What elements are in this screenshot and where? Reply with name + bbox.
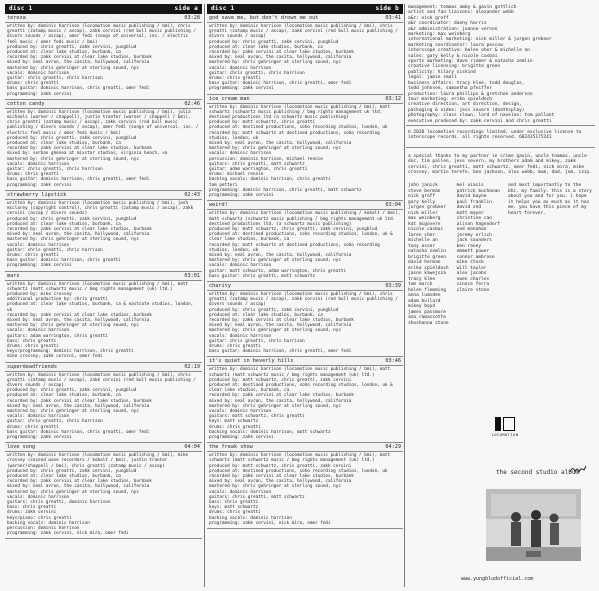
track-block [207,201,403,282]
track-title-row [207,282,403,291]
track-block [207,282,403,357]
side-b-header [207,4,403,14]
track-credits: written by: dominic harrison (locomotion music publishing / bmi), josh mcclarey (copyright control), chris greatti (zatamp music / ascap), zakk cervini (ascap / divers sounds) produced by: chris greatti, zakk cervini, yungblud produced at: clear lake studios, burbank, ca recorded by: zakk cervini at clear lake studios, burbank mixed by: neal avron, the casita, hollywood, california mastered by: chris gehringer at sterling sound, nyc vocals: dominic harrison guitar: chris greatti, chris harrison drums: chris greatti bass guitar: dominic harrison, chris greatti programming: zakk cervini [7,200,194,269]
track-block [207,14,403,95]
track-credits: written by: dominic harrison (locomotion music publishing / bmi), mike crossey (second wave recorders / kobalt / bmi), justin tranter (warner/chappell / bmi), chris greatti (zatamp music / ascap) produced by: chris greatti, zakk cervini, yungblud produced at: clear lake studios, burbank, ca recorded by: zakk cervini at clear lake studios, burbank mixed by: neal avron, the casita, hollywood, california mastered by: chris gehringer at sterling sound, nyc vocals: dominic harrison guitars: chris greatti, dominic harrison bass: chris greatti drums: zakk cervini keys/piano: chris greatti backing vocals: dominic harrison percussion: dominic harrison programming: zakk cervini, nick mira, omer fedi [7,453,189,537]
track-time: 03:46 [385,358,401,365]
track-time: 04:04 [184,444,200,451]
track-block [207,443,403,529]
track-title-row [5,443,202,452]
locomotion-logo [479,417,531,437]
track-title: weird! [209,202,228,209]
thanks-intro: a special thanks to my partner in crime gavin, uncle tommas, uncle doc, tim pallen, jess severn, my brothers adam and mikey, zakk cervini, chris greatti, matt schwartz, omer fedi, nick mira, mike crossey, martin terefe, ben jackson, alex webb, mum, dad, jem, izzy. [408,153,593,175]
track-block [5,443,202,539]
track-credits: written by: dominic harrison (locomotion music publishing / bmi), matt schwartz (schwartz music publishing / bmg rights management uk ltd. destined productions ltd (a schwartz music publishing) produced by: matt schwartz, chris greatti produced at: destined productions, soho recording studios, london, uk recorded by: matt schwartz at destined productions, soho recording studios, london, uk mixed by: neal avron, the casita, hollywood, california mastered by: chris gehringer at sterling sound, nyc vocals: dominic harrison percussion: dominic harrison, michael rennie guitars: chris greatti, matt schwartz guitar: adam warrington, chris greatti drums: michael rennie backing vocals: dominic harrison, chris greatti tom petteri programming: dominic harrison, chris greatti, matt schwartz programming: zakk cervini [209,104,391,199]
side-b-column [207,4,403,587]
thanks-section [406,148,595,327]
track-credits: written by: dominic harrison (locomotion music publishing / kobalt / bmi), matt schwartz (schwartz music publishing / bmg rights management uk ltd. destined productions ltd. (a schwartz music publishing) produced by: matt schwartz, chris greatti, zakk cervini, yungblud produced at: destined productions, soho recording studios, london, uk & clear lake studios, burbank, ca recorded by: matt schwartz at destined productions, soho recording studios, london, uk mixed by: neal avron, the casita, hollywood, california mastered by: chris gehringer at sterling sound, nyc vocals: dominic harrison guitar: matt schwartz, adam warrington, chris greatti bass guitar: chris greatti, matt schwartz [209,211,401,279]
side-label: side a [174,5,198,12]
track-title-row [207,14,403,23]
track-time: 02:43 [184,191,200,198]
handwritten-logo-icon [569,464,587,476]
track-time: 04:29 [385,444,401,451]
track-title: mars [7,272,20,279]
track-block [5,14,202,100]
track-credits: written by: dominic harrison (locomotion music publishing / bmi), chris greatti (zatamp music / ascap), zakk cervini (red bull music publishing / divers sounds / ascap) produced by: chris greatti, zakk cervini, yungblud produced at: clear lake studios, burbank, ca recorded by: zakk cervini at clear lake studios, burbank mixed by: neal avron, the casita, hollywood, california mastered by: chris gehringer at sterling sound, nyc vocals: dominic harrison guitar: chris greatti, chris harrison drums: chris greatti bass guitar: dominic harrison, chris greatti, omer fedi programming: zakk cervini [7,372,196,441]
side-a-column [5,4,202,587]
track-title: charity [209,282,231,289]
side-label: side b [375,5,399,12]
track-block [5,191,202,272]
track-title: god save me, but don't drown me out [209,15,319,21]
copyright-section [406,126,595,148]
track-title: strawberry lipstick [7,191,67,198]
track-title: superdeadfriends [7,363,57,370]
track-title-row [5,363,202,372]
track-title: it's quiet in beverly hills [209,358,294,365]
track-title: cotton candy [7,100,45,107]
management-section [406,4,595,126]
track-time: 03:01 [184,272,200,279]
album-tagline: the second studio album [496,469,580,476]
track-time: 03:04 [385,202,401,209]
track-block [5,272,202,363]
track-credits: written by: dominic harrison (locomotion music publishing / bmi), chris greatti (zatamp music / ascap), zakk cervini (red bull music publishing / divers sounds / ascap) produced by: chris greatti, zakk cervini, yungblud produced at: clear lake studios, burbank, ca recorded by: zakk cervini at clear lake studios, burbank mixed by: neal avron, the casita, hollywood, california mastered by: chris gehringer at sterling sound, nyc vocals: dominic harrison guitar: chris greatti, chris harrison drums: chris greatti bass guitar: dominic harrison, chris greatti, omer fedi programming: zakk cervini [209,24,398,92]
track-title-row [207,443,403,452]
track-title-row [207,357,403,366]
copyright-notice: © 2020 locomotion recordings limited, under exclusive license to interscope records. all rights reserved. 602435175241 [408,129,582,141]
track-time: 03:39 [385,282,401,289]
column-divider [204,4,205,587]
track-time: 02:19 [184,363,200,370]
track-title-row [207,201,403,210]
band-photo [486,489,581,561]
track-title-row [207,95,403,104]
credits-panel [406,4,595,587]
family-dedication: and most importantly to the bhc. my family. this is a story about you and for you. i hope it helps you as much as it has me. you have this piece of my heart forever. [508,183,592,216]
track-time: 03:28 [184,15,200,21]
track-title-row [5,14,202,23]
logo-wordmark: LOCOMOTION [491,432,519,437]
track-time: 02:46 [184,100,200,107]
column-divider [404,4,405,587]
track-credits: written by: dominic harrison (locomotion music publishing / bmi), julia michaels (warner / chappell), justin tranter (warner / chappell / bmi), chris greatti (zatamp music / ascap), zakk cervini (red bull music publishing / divers sounds / ascap), omer fedi (songs of universal, inc. / electric feel music / omer fedi music / bmi) produced by: chris greatti, zakk cervini, yungblud produced at: clear lake studios, burbank, ca recorded by: zakk cervini at clear lake studios, burbank mixed by: serban ghenea at mixstar studios, virginia beach, va mastered by: chris gehringer at sterling sound, nyc vocals: dominic harrison guitar: chris greatti, chris harrison drums: chris greatti bass guitar: dominic harrison, chris greatti, omer fedi programming: zakk cervini [7,109,199,188]
names-list-2: mel viasis patrick buchanan david bayne paul franklin david zed matt mayer christine cao alison hagendorf ned monahan jeremy erlich jack saunders ben raney emmett power connor ambrose mike stock will taylor alex jacobs owen charles vinnie ferra claire stone [456,183,500,293]
track-block [207,357,403,443]
disc-label: disc 1 [211,5,235,12]
management-credits: management: tommas amby & gavin gottlich artist and fan liaisons: alexander webb a&r: nick groff a&r coordinator: danny harris a&r administration: jeanne vernon marketing: max weinberg international marketing: nick miller & jurgen grebner marketing coordinator: laura pescow interscope creative: helen oher & michelle an sales: gary kelly & nicole casbai sports marketing: dave riemer & natasha zemlin creative licensing: brigitte green publicity: hilary siskind legal: jamie small business affairs: tracy klee, todd douglas, todd johnsen, samantha pfeiffer production: laura phillips & gretchen anderson tour marketing: erika spieldoch creative direction, art direction, design, packaging & video: jess severn (deathsplay) photography: class clown, lord of naveloo: tom pallant executive produced by: zakk cervini and chris greatti [408,5,555,124]
track-time: 03:12 [385,95,401,102]
track-block [5,363,202,444]
disc-label: disc 1 [9,5,33,12]
track-credits: written by: dominic harrison (locomotion music publishing / bmi), chris greatti (zatamp music / ascap), zakk cervini (red bull music publishing / divers sounds / ascap) produced by: chris greatti, zakk cervini, yungblud produced at: clear lake studios, burbank, ca recorded by: zakk cervini at clear lake studios, burbank mixed by: neal avron, the casita, hollywood, california mastered by: chris gehringer at sterling sound, nyc vocals: dominic harrison guitar: chris greatti, chris harrison drums: chris greatti bass guitar: dominic harrison, chris greatti, omer fedi [209,291,398,355]
side-a-header [5,4,202,14]
track-time: 03:41 [385,15,401,21]
track-credits: written by: dominic harrison (locomotion music publishing / bmi), matt schwartz (matt schwartz music / bmg rights management (uk) ltd.) produced by: matt schwartz, chris greatti, zakk cervini produced at: destined productions, soho recording studios, london, uk recorded by: zakk cervini at clear lake studios, burbank mixed by: neal avron, the casita, hollywood, california mastered by: chris gehringer at sterling sound, nyc vocals: dominic harrison guitars: chris greatti, matt schwartz bass: chris greatti keys: matt schwartz drums: chris greatti backing vocals: dominic harrison programming: zakk cervini, nick mira, omer fedi [209,453,391,526]
track-title: tereza [7,15,26,21]
track-title: the freak show [209,444,253,451]
names-list-1: john janick steve berman nick groff gary kelly jurgen grebner nick miller max weinberg kat mcgovern nicole casbai laren cher michelle an tony asser natasha zemlin brigitte green david herman erika spieldoch jason kawejsza tracy klee tom march helen flemming anna lumsden adam bullard mikey boyd james passmore ana ramaccotte shoshanna stone [408,183,449,326]
track-credits: written by: dominic harrison (locomotion music publishing / bmi), chris greatti (zatamp music / ascap), zakk cervini (red bull music publishing / divers sounds / ascap), omer fedi (songs of universal, inc. / electric feel music / omer fedi music / bmi) produced by: chris greatti, zakk cervini, yungblud produced at: clear lake studios, burbank, ca recorded by: zakk cervini at clear lake studios, burbank mixed by: neal avron, the casita, hollywood, california mastered by: chris gehringer at sterling sound, nyc vocals: dominic harrison guitar: chris greatti, chris harrison drums: chris greatti bass guitar: dominic harrison, chris greatti, omer fedi programming: zakk cervini [7,24,196,97]
track-block [207,95,403,202]
track-title: love song [7,444,36,451]
thanks-names [406,177,595,326]
track-title-row [5,100,202,109]
track-title-row [5,272,202,281]
track-title: ice cream man [209,95,250,102]
track-credits: written by: dominic harrison (locomotion music publishing / bmi), matt schwartz (matt schwartz music / bmg rights management (uk) ltd.) produced by: matt schwartz, chris greatti, zakk cervini produced at: destined productions, soho recording studios, london, uk & clear lake studios, burbank, ca recorded by: zakk cervini at clear lake studios, burbank mixed by: neal avron, the casita, hollywood, california mastered by: chris gehringer at sterling sound, nyc vocals: dominic harrison guitars: matt schwartz, chris greatti keys: matt schwartz drums: chris greatti backing vocals: dominic harrison, matt schwartz programming: zakk cervini [209,367,393,441]
track-credits: written by: dominic harrison (locomotion music publishing / bmi), matt schwartz (matt schwartz music / bmg rights management (uk) ltd.) produced by: mike crossey additional production by: chris greatti produced at: clear lake studios, burbank, ca & eastcote studios, london, uk recorded by: zakk cervini at clear lake studios, burbank mixed by: neal avron, the casita, hollywood, california mastered by: chris gehringer at sterling sound, nyc vocals: dominic harrison guitars: adam warrington, chris greatti bass: chris greatti drums: chris greatti keys/programming: dominic harrison, chris greatti mike crossey, zakk cervini, omer fedi [7,281,194,360]
locomotion-logo-icon [493,417,517,431]
track-block [5,100,202,191]
track-title-row [5,191,202,200]
website-url: www.yungbludofficial.com [461,576,534,582]
